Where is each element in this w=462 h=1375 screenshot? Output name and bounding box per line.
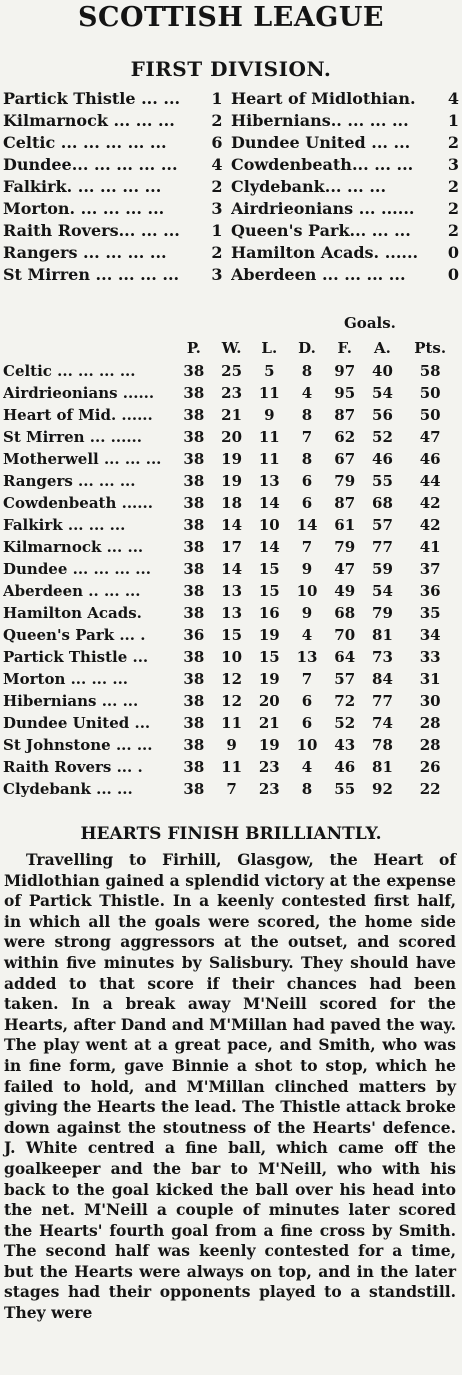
cell-goals-for: 61: [334, 516, 356, 534]
cell-goals-for: 87: [334, 406, 356, 424]
home-team: Celtic ... ... ... ... ...: [3, 132, 167, 152]
table-row: [3, 426, 459, 448]
cell-played: 38: [183, 670, 205, 688]
cell-won: 11: [221, 714, 243, 732]
table-row: [3, 360, 459, 382]
goals-header: Goals.: [344, 314, 396, 332]
cell-points: 28: [419, 736, 441, 754]
cell-goals-against: 74: [372, 714, 393, 732]
cell-lost: 10: [258, 516, 280, 534]
result-row: [3, 219, 459, 241]
cell-goals-against: 84: [372, 670, 393, 688]
cell-lost: 15: [258, 648, 280, 666]
table-row: [3, 756, 459, 778]
cell-goals-for: 57: [334, 670, 356, 688]
cell-goals-against: 77: [372, 692, 393, 710]
cell-goals-for: 87: [334, 494, 356, 512]
away-team: Airdrieonians ... ......: [231, 198, 415, 218]
cell-drawn: 10: [296, 582, 318, 600]
cell-lost: 23: [258, 780, 280, 798]
team-name: Airdrieonians ......: [3, 384, 155, 402]
cell-won: 7: [226, 780, 237, 798]
cell-goals-for: 62: [334, 428, 356, 446]
cell-goals-against: 81: [372, 626, 393, 644]
cell-played: 36: [183, 626, 205, 644]
cell-lost: 14: [258, 494, 280, 512]
result-row: [3, 153, 459, 175]
cell-drawn: 8: [301, 406, 313, 424]
cell-lost: 13: [258, 472, 280, 490]
home-team: Dundee... ... ... ... ...: [3, 154, 178, 174]
cell-drawn: 8: [301, 362, 313, 380]
cell-lost: 11: [258, 384, 280, 402]
cell-lost: 11: [258, 450, 280, 468]
cell-points: 22: [419, 780, 441, 798]
cell-goals-against: 54: [372, 384, 393, 402]
cell-won: 12: [221, 670, 243, 688]
page-title: SCOTTISH LEAGUE: [78, 2, 384, 33]
result-row: [3, 109, 459, 131]
column-header-drawn: D.: [298, 339, 316, 357]
cell-points: 35: [419, 604, 441, 622]
cell-drawn: 6: [301, 494, 313, 512]
cell-goals-against: 59: [372, 560, 393, 578]
cell-drawn: 7: [301, 670, 313, 688]
table-row: [3, 690, 459, 712]
cell-played: 38: [183, 538, 205, 556]
cell-won: 10: [221, 648, 243, 666]
cell-won: 19: [221, 450, 243, 468]
cell-lost: 15: [258, 560, 280, 578]
away-score: 0: [447, 242, 459, 262]
cell-won: 13: [221, 604, 243, 622]
division-title: FIRST DIVISION.: [130, 57, 332, 81]
cell-played: 38: [183, 384, 205, 402]
cell-won: 14: [221, 516, 243, 534]
cell-points: 33: [419, 648, 441, 666]
cell-points: 58: [419, 362, 441, 380]
cell-goals-for: 72: [334, 692, 356, 710]
cell-won: 13: [221, 582, 243, 600]
article-heading: HEARTS FINISH BRILLIANTLY.: [80, 824, 382, 844]
home-score: 1: [211, 88, 223, 108]
cell-played: 38: [183, 648, 205, 666]
away-score: 2: [447, 176, 459, 196]
table-row: [3, 712, 459, 734]
cell-points: 42: [419, 516, 441, 534]
results-list: [3, 87, 459, 285]
home-score: 2: [211, 176, 223, 196]
team-name: Falkirk ... ... ...: [3, 516, 126, 534]
cell-goals-for: 97: [334, 362, 356, 380]
cell-goals-against: 73: [372, 648, 393, 666]
cell-goals-against: 77: [372, 538, 393, 556]
cell-goals-against: 52: [372, 428, 393, 446]
cell-goals-for: 70: [334, 626, 356, 644]
cell-won: 17: [221, 538, 243, 556]
table-row: [3, 448, 459, 470]
cell-goals-for: 68: [334, 604, 356, 622]
table-row: [3, 778, 459, 800]
column-header-goals-for: F.: [337, 339, 352, 357]
cell-lost: 14: [258, 538, 280, 556]
cell-won: 18: [221, 494, 243, 512]
cell-played: 38: [183, 582, 205, 600]
home-team: Rangers ... ... ... ...: [3, 242, 167, 262]
cell-points: 30: [419, 692, 441, 710]
team-name: Partick Thistle ...: [3, 648, 149, 666]
cell-lost: 23: [258, 758, 280, 776]
cell-drawn: 10: [296, 736, 318, 754]
cell-played: 38: [183, 472, 205, 490]
cell-drawn: 7: [301, 538, 313, 556]
team-name: Cowdenbeath ......: [3, 494, 153, 512]
table-row: [3, 580, 459, 602]
away-team: Hibernians.. ... ... ...: [231, 110, 409, 130]
article-body: Travelling to Firhill, Glasgow, the Heart of Midlothian gained a splendid victory at the expense of Partick Thistle. In a keenly contested first half, in which all the goals were scored, the home side were strong aggressors at the outset, and scored within five minutes by Salisbury. They should have added to that score if their chances had been taken. In a break away M'Neill scored for the Hearts, after Dand and M'Millan had paved the way. The play went at a great pace, and Smith, who was in fine form, gave Binnie a shot to stop, which he failed to hold, and M'Millan clinched matters by giving the Hearts the lead. The Thistle attack broke down against the stoutness of the Hearts' defence. J. White centred a fine ball, which came off the goalkeeper and the bar to M'Neill, who with his back to the goal kicked the ball over his head into the net. M'Neill a couple of minutes later scored the Hearts' fourth goal from a fine cross by Smith. The second half was keenly contested for a time, but the Hearts were always on top, and in the later stages had their opponents played to a standstill. They were: [4, 850, 456, 1323]
cell-points: 31: [419, 670, 441, 688]
cell-drawn: 8: [301, 450, 313, 468]
result-row: [3, 131, 459, 153]
cell-played: 38: [183, 714, 205, 732]
team-name: Kilmarnock ... ...: [3, 538, 144, 556]
cell-points: 28: [419, 714, 441, 732]
team-name: Queen's Park ... .: [3, 626, 146, 644]
home-score: 3: [211, 198, 223, 218]
cell-goals-for: 64: [334, 648, 356, 666]
cell-lost: 15: [258, 582, 280, 600]
table-row: [3, 624, 459, 646]
team-name: Celtic ... ... ... ...: [3, 362, 136, 380]
away-score: 2: [447, 132, 459, 152]
cell-points: 34: [419, 626, 441, 644]
cell-lost: 16: [258, 604, 280, 622]
team-name: St Johnstone ... ...: [3, 736, 153, 754]
home-score: 3: [211, 264, 223, 284]
team-name: Aberdeen .. ... ...: [3, 582, 141, 600]
cell-points: 50: [419, 384, 441, 402]
cell-won: 20: [221, 428, 243, 446]
home-team: Partick Thistle ... ...: [3, 88, 181, 108]
table-row: [3, 514, 459, 536]
team-name: Dundee ... ... ... ...: [3, 560, 151, 578]
away-team: Hamilton Acads. ......: [231, 242, 419, 262]
cell-drawn: 6: [301, 692, 313, 710]
cell-played: 38: [183, 736, 205, 754]
cell-lost: 19: [258, 626, 280, 644]
cell-won: 21: [221, 406, 243, 424]
cell-played: 38: [183, 450, 205, 468]
cell-drawn: 4: [301, 758, 313, 776]
cell-goals-for: 52: [334, 714, 356, 732]
home-score: 1: [211, 220, 223, 240]
result-row: [3, 197, 459, 219]
cell-goals-for: 49: [334, 582, 356, 600]
away-score: 2: [447, 198, 459, 218]
cell-points: 37: [419, 560, 441, 578]
home-score: 2: [211, 110, 223, 130]
cell-lost: 9: [264, 406, 275, 424]
home-score: 4: [211, 154, 223, 174]
cell-goals-against: 78: [372, 736, 393, 754]
cell-goals-for: 95: [334, 384, 356, 402]
cell-drawn: 8: [301, 780, 313, 798]
away-team: Queen's Park... ... ...: [231, 220, 411, 240]
column-header-points: Pts.: [414, 339, 447, 357]
team-name: Raith Rovers ... .: [3, 758, 143, 776]
cell-lost: 11: [258, 428, 280, 446]
cell-goals-for: 67: [334, 450, 356, 468]
away-team: Heart of Midlothian.: [231, 88, 416, 108]
cell-drawn: 4: [301, 626, 313, 644]
away-score: 2: [447, 220, 459, 240]
team-name: Motherwell ... ... ...: [3, 450, 162, 468]
cell-played: 38: [183, 758, 205, 776]
cell-played: 38: [183, 406, 205, 424]
table-row: [3, 734, 459, 756]
away-score: 1: [447, 110, 459, 130]
away-score: 0: [447, 264, 459, 284]
home-team: Kilmarnock ... ... ...: [3, 110, 175, 130]
result-row: [3, 241, 459, 263]
cell-won: 14: [221, 560, 243, 578]
cell-lost: 19: [258, 670, 280, 688]
team-name: Hamilton Acads.: [3, 604, 142, 622]
cell-goals-against: 55: [372, 472, 393, 490]
result-row: [3, 263, 459, 285]
table-row: [3, 492, 459, 514]
cell-goals-against: 46: [372, 450, 393, 468]
cell-goals-against: 56: [372, 406, 393, 424]
team-name: Clydebank ... ...: [3, 780, 133, 798]
team-column-header: [3, 336, 175, 360]
table-row: [3, 558, 459, 580]
cell-goals-for: 43: [334, 736, 356, 754]
cell-points: 44: [419, 472, 441, 490]
cell-played: 38: [183, 560, 205, 578]
cell-played: 38: [183, 780, 205, 798]
cell-points: 46: [419, 450, 441, 468]
cell-goals-against: 57: [372, 516, 393, 534]
cell-won: 19: [221, 472, 243, 490]
cell-goals-against: 54: [372, 582, 393, 600]
cell-goals-against: 92: [372, 780, 393, 798]
cell-played: 38: [183, 494, 205, 512]
cell-goals-against: 40: [372, 362, 393, 380]
away-score: 4: [447, 88, 459, 108]
column-header-won: W.: [221, 339, 242, 357]
cell-drawn: 6: [301, 472, 313, 490]
cell-points: 42: [419, 494, 441, 512]
cell-goals-for: 79: [334, 472, 356, 490]
team-name: Morton ... ... ...: [3, 670, 129, 688]
cell-points: 26: [419, 758, 441, 776]
team-name: St Mirren ... ......: [3, 428, 142, 446]
result-row: [3, 87, 459, 109]
home-team: Morton. ... ... ... ...: [3, 198, 165, 218]
cell-points: 50: [419, 406, 441, 424]
cell-drawn: 13: [296, 648, 318, 666]
cell-goals-against: 79: [372, 604, 393, 622]
cell-won: 25: [221, 362, 243, 380]
cell-played: 38: [183, 428, 205, 446]
cell-won: 11: [221, 758, 243, 776]
cell-goals-against: 68: [372, 494, 393, 512]
table-row: [3, 404, 459, 426]
cell-played: 38: [183, 692, 205, 710]
cell-drawn: 9: [301, 560, 313, 578]
cell-lost: 19: [258, 736, 280, 754]
table-row: [3, 382, 459, 404]
column-header-played: P.: [186, 339, 201, 357]
cell-goals-for: 55: [334, 780, 356, 798]
table-row: [3, 668, 459, 690]
away-team: Dundee United ... ...: [231, 132, 411, 152]
cell-lost: 21: [258, 714, 280, 732]
cell-goals-for: 47: [334, 560, 356, 578]
league-table-header: [3, 336, 459, 360]
league-table-body: [3, 360, 459, 800]
cell-won: 23: [221, 384, 243, 402]
team-name: Dundee United ...: [3, 714, 151, 732]
away-score: 3: [447, 154, 459, 174]
cell-lost: 20: [258, 692, 280, 710]
cell-won: 12: [221, 692, 243, 710]
cell-goals-against: 81: [372, 758, 393, 776]
cell-won: 9: [226, 736, 237, 754]
league-table: [3, 336, 459, 800]
table-row: [3, 536, 459, 558]
team-name: Rangers ... ... ...: [3, 472, 136, 490]
cell-played: 38: [183, 604, 205, 622]
column-header-lost: L.: [261, 339, 278, 357]
cell-points: 36: [419, 582, 441, 600]
cell-played: 38: [183, 362, 205, 380]
home-team: St Mirren ... ... ... ...: [3, 264, 180, 284]
cell-drawn: 7: [301, 428, 313, 446]
result-row: [3, 175, 459, 197]
home-team: Falkirk. ... ... ... ...: [3, 176, 162, 196]
team-name: Heart of Mid. ......: [3, 406, 153, 424]
cell-lost: 5: [264, 362, 275, 380]
cell-goals-for: 46: [334, 758, 356, 776]
away-team: Cowdenbeath... ... ...: [231, 154, 414, 174]
away-team: Clydebank... ... ...: [231, 176, 387, 196]
cell-points: 47: [419, 428, 441, 446]
team-name: Hibernians ... ...: [3, 692, 139, 710]
cell-played: 38: [183, 516, 205, 534]
away-team: Aberdeen ... ... ... ...: [231, 264, 406, 284]
cell-drawn: 14: [296, 516, 318, 534]
home-score: 2: [211, 242, 223, 262]
table-row: [3, 470, 459, 492]
table-row: [3, 602, 459, 624]
table-row: [3, 646, 459, 668]
cell-goals-for: 79: [334, 538, 356, 556]
column-header-goals-against: A.: [374, 339, 391, 357]
cell-drawn: 4: [301, 384, 313, 402]
home-team: Raith Rovers... ... ...: [3, 220, 180, 240]
cell-points: 41: [419, 538, 441, 556]
cell-drawn: 6: [301, 714, 313, 732]
home-score: 6: [211, 132, 223, 152]
cell-drawn: 9: [301, 604, 313, 622]
cell-won: 15: [221, 626, 243, 644]
